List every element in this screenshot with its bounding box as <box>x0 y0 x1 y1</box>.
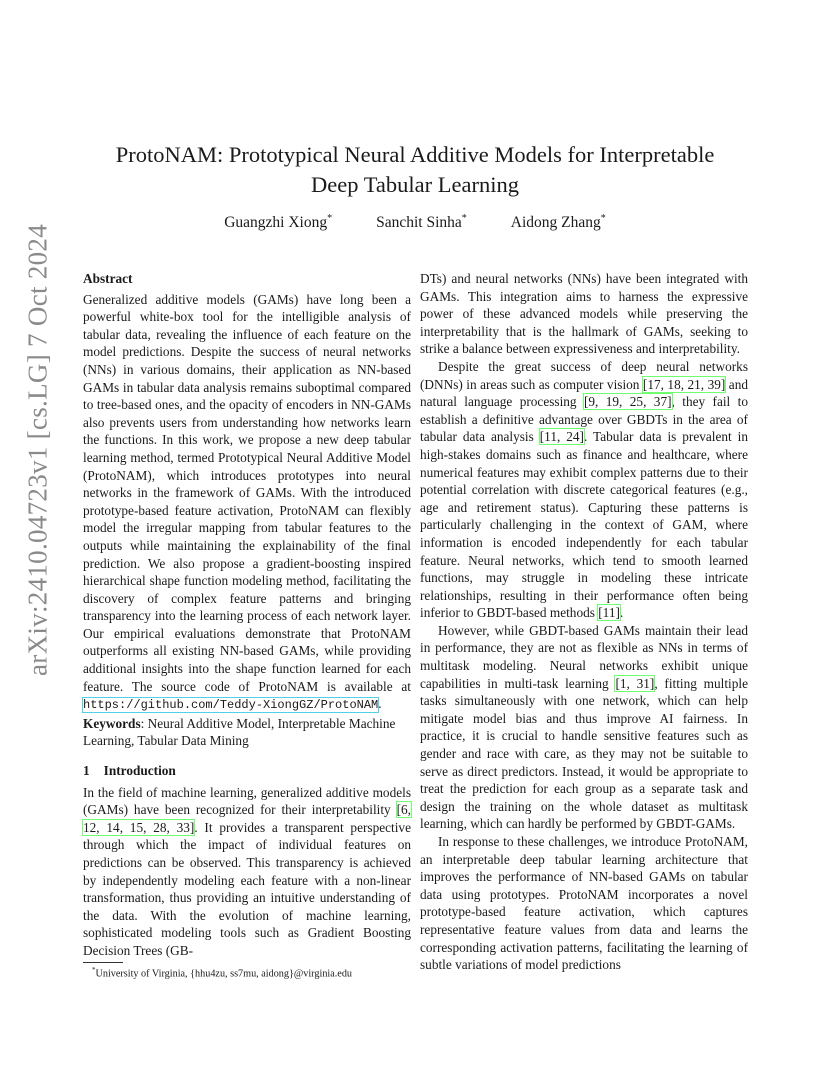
keywords: Keywords: Neural Additive Model, Interpretable Machine Learning, Tabular Data Mining <box>83 715 396 749</box>
intro-paragraph-2: Despite the great success of deep neural networks (DNNs) in areas such as computer vision [17, 18, 21, 39] and natural language processing [9, 19, 25, 37], they fail to establish a definitive advantage over GBDTs in the area of tabular data analysis [11, 24]. Tabular data is prevalent in high-stakes domains such as finance and healthcare, where numerical features may exhibit complex patterns due to their potential correlation with discrete categorical features (e.g., age and retirement status). Capturing these patterns is particularly challenging in the context of GAM, where information is encoded independently for each tabular feature. Neural networks, which tend to smooth learned functions, may struggle in modeling these intricate relationships, resulting in their performance often being inferior to GBDT-based methods [11]. <box>420 358 749 621</box>
section-heading: 1 Introduction <box>83 763 176 779</box>
author: Aidong Zhang* <box>510 213 606 232</box>
intro-paragraph-1-continued: DTs) and neural networks (NNs) have been integrated with GAMs. This integration aims to harness the expressive power of these advanced models while preserving the interpretability that is the hallmark of GAMs, seeking to strike a balance between expressiveness and interpretability. <box>420 271 748 357</box>
author: Guangzhi Xiong* <box>224 213 333 232</box>
citation-link[interactable]: [11, 24] <box>539 429 584 445</box>
author-list <box>84 213 746 232</box>
right-column <box>420 270 748 974</box>
source-code-link[interactable]: https://github.com/Teddy-XiongGZ/ProtoNAM <box>83 698 379 713</box>
intro-paragraph-4: In response to these challenges, we introduce ProtoNAM, an interpretable deep tabular learning architecture that improves the performance of NN-based GAMs on tabular data using prototypes. ProtoNAM incorporates a novel prototype-based feature activation, which captures representative feature values from data and learns the corresponding activation patterns, facilitating the learning of subtle variations of model predictions <box>420 834 748 973</box>
abstract-body: Generalized additive models (GAMs) have long been a powerful white-box tool for the intelligible analysis of tabular data, revealing the influence of each feature on the model predictions. Despite the success of neural networks (NNs) in various domains, their application as NN-based GAMs in tabular data analysis remains suboptimal compared to tree-based ones, and the opacity of encoders in NN-GAMs also prevents users from understanding how networks learn the functions. In this work, we propose a new deep tabular learning method, termed Prototypical Neural Additive Model (ProtoNAM), which introduces prototypes into neural networks in the framework of GAMs. With the introduced prototype-based feature activation, ProtoNAM can flexibly model the irregular mapping from tabular features to the outputs while maintaining the explainability of the final prediction. We also propose a gradient-boosting inspired hierarchical shape function modeling method, facilitating the discovery of complex feature patterns and bringing transparency into the learning process of each network layer. Our empirical evaluations demonstrate that ProtoNAM outperforms all existing NN-based GAMs, while providing additional insights into the shape function learned for each feature. The source code of ProtoNAM is available at https://github.com/Teddy-XiongGZ/ProtoNAM. <box>83 291 411 713</box>
footnote-divider <box>83 962 123 963</box>
abstract-heading: Abstract <box>83 271 133 286</box>
citation-link[interactable]: [9, 19, 25, 37] <box>583 394 672 410</box>
citation-link[interactable]: [6, 12, 14, 15, 28, 33] <box>83 802 411 835</box>
author: Sanchit Sinha* <box>376 213 467 232</box>
paper-title <box>84 140 746 200</box>
arxiv-identifier: arXiv:2410.04723v1 [cs.LG] 7 Oct 2024 <box>22 223 53 676</box>
citation-link[interactable]: [11] <box>598 605 620 621</box>
citation-link[interactable]: [17, 18, 21, 39] <box>642 376 726 392</box>
title-line-2: Deep Tabular Learning <box>311 172 519 197</box>
footnote: *University of Virginia, {hhu4zu, ss7mu, aidong}@virginia.edu <box>92 966 353 980</box>
intro-paragraph-1: In the field of machine learning, generalized additive models (GAMs) have been recognized for their interpretability [6, 12, 14, 15, 28, 33]. It provides a transparent perspective through which the impact of individual features on predictions can be observed. This transparency is achieved by independently modeling each feature with a non-linear transformation, thus providing an intuitive understanding of the data. With the evolution of machine learning, sophisticated modeling tools such as Gradient Boosting Decision Trees (GB- <box>83 784 411 958</box>
left-column <box>83 270 411 960</box>
title-line-1: ProtoNAM: Prototypical Neural Additive Models for Interpretable <box>115 142 715 167</box>
intro-paragraph-3: However, while GBDT-based GAMs maintain their lead in performance, they are not as flexible as NNs in terms of multitask modeling. Neural networks exhibit unique capabilities in multi-task learning [1, 31], fitting multiple tasks simultaneously with one network, which can help mitigate model bias and thus improve AI fairness. In practice, it is crucial to handle sensitive features such as gender and race with care, as they may not be suitable to serve as direct predictors. Instead, it would be appropriate to treat the prediction for each group as a separate task and design the training on the whole dataset as multitask learning, which can hardly be performed by GBDT-GAMs. <box>420 622 748 832</box>
citation-link[interactable]: [1, 31] <box>615 675 655 691</box>
arxiv-sidebar <box>18 223 58 676</box>
